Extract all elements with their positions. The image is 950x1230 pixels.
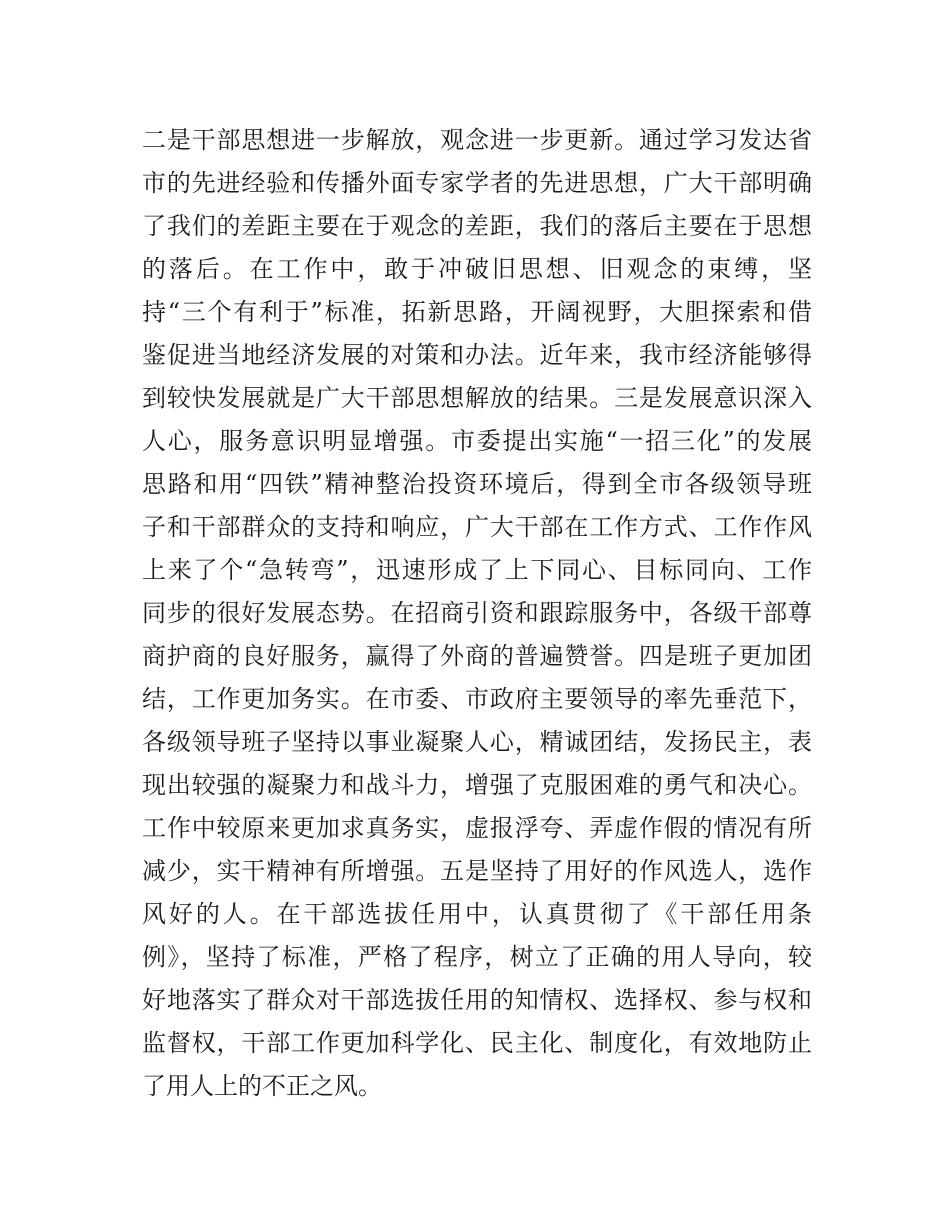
text-line: 持“三个有利于”标准，拓新思路，开阔视野，大胆探索和借 (142, 298, 812, 326)
text-line: 思路和用“四铁”精神整治投资环境后，得到全市各级领导班 (142, 470, 812, 498)
text-line: 人心，服务意识明显增强。市委提出实施“一招三化”的发展 (142, 427, 812, 455)
text-line: 各级领导班子坚持以事业凝聚人心，精诚团结，发扬民主，表 (142, 728, 812, 756)
text-line: 好地落实了群众对干部选拔任用的知情权、选择权、参与权和 (142, 986, 812, 1014)
text-line: 了用人上的不正之风。 (142, 1072, 382, 1100)
text-line: 二是干部思想进一步解放，观念进一步更新。通过学习发达省 (142, 126, 812, 154)
text-line: 商护商的良好服务，赢得了外商的普遍赞誉。四是班子更加团 (142, 642, 812, 670)
body-paragraph (142, 119, 812, 1108)
text-line: 工作中较原来更加求真务实，虚报浮夸、弄虚作假的情况有所 (142, 814, 812, 842)
text-line: 市的先进经验和传播外面专家学者的先进思想，广大干部明确 (142, 169, 812, 197)
text-line: 监督权，干部工作更加科学化、民主化、制度化，有效地防止 (142, 1029, 812, 1057)
text-line: 了我们的差距主要在于观念的差距，我们的落后主要在于思想 (142, 212, 812, 240)
text-line: 的落后。在工作中，敢于冲破旧思想、旧观念的束缚，坚 (142, 255, 812, 283)
text-line: 上来了个“急转弯”，迅速形成了上下同心、目标同向、工作 (142, 556, 812, 584)
text-line: 结，工作更加务实。在市委、市政府主要领导的率先垂范下， (142, 685, 812, 713)
text-line: 子和干部群众的支持和响应，广大干部在工作方式、工作作风 (142, 513, 812, 541)
text-line: 风好的人。在干部选拔任用中，认真贯彻了《干部任用条 (142, 900, 812, 928)
text-line: 同步的很好发展态势。在招商引资和跟踪服务中，各级干部尊 (142, 599, 812, 627)
text-line: 现出较强的凝聚力和战斗力，增强了克服困难的勇气和决心。 (142, 771, 812, 799)
text-line: 减少，实干精神有所增强。五是坚持了用好的作风选人，选作 (142, 857, 812, 885)
text-line: 鉴促进当地经济发展的对策和办法。近年来，我市经济能够得 (142, 341, 812, 369)
text-line: 到较快发展就是广大干部思想解放的结果。三是发展意识深入 (142, 384, 812, 412)
text-line: 例》，坚持了标准，严格了程序，树立了正确的用人导向，较 (142, 943, 812, 971)
